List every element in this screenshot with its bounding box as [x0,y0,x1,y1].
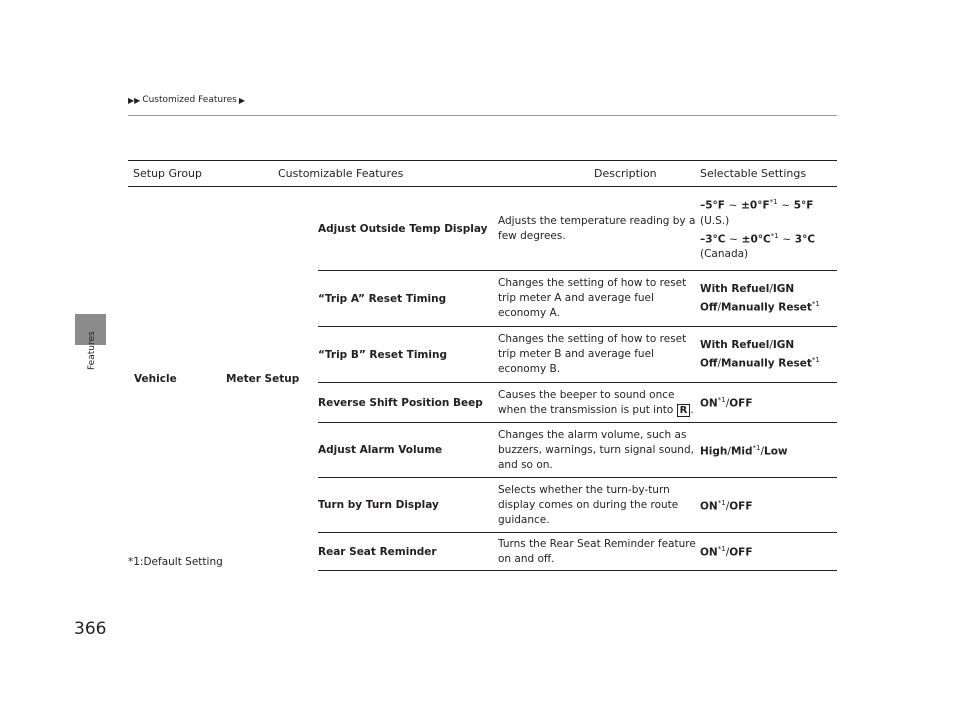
feature-name: Adjust Outside Temp Display [318,187,498,271]
feature-description: Changes the setting of how to reset trip meter A and average fuel economy A. [498,271,700,327]
feature-settings: –5°F ~ $\pm 0^\circ F^{*1}$ ~ 5°F (U.S.) –3°C ~ $\pm 0^\circ C^{*1}$ ~ 3°C (Canada) [700,187,837,271]
group-meter-setup: Meter Setup [226,372,300,385]
chapter-label: Features [87,331,97,370]
feature-description: Causes the beeper to sound once when the transmission is put into R . [498,383,700,423]
header-description: Description [498,161,700,187]
breadcrumb-arrow-icon: ▶▶ [128,95,141,105]
feature-description: Turns the Rear Seat Reminder feature on and off. [498,533,700,571]
feature-name: Rear Seat Reminder [318,533,498,571]
feature-settings: ON$^{*1}$/OFF [700,478,837,533]
page-number: 366 [74,619,107,639]
feature-name: Turn by Turn Display [318,478,498,533]
side-divider [105,0,106,722]
group-vehicle: Vehicle [134,372,177,385]
breadcrumb [128,95,245,105]
feature-name: Adjust Alarm Volume [318,423,498,478]
header-setup-group: Setup Group [128,161,226,187]
gear-r-icon: R [677,404,691,417]
feature-settings: ON$^{*1}$/OFF [700,383,837,423]
feature-settings: With Refuel/IGN Off/Manually Reset$^{*1}$ [700,327,837,383]
footnote: *1:Default Setting [128,556,223,568]
breadcrumb-label: Customized Features [142,95,237,105]
breadcrumb-arrow-icon: ▶ [238,95,245,105]
header-features: Customizable Features [226,161,498,187]
customization-table [128,160,837,571]
feature-description: Selects whether the turn-by-turn display comes on during the route guidance. [498,478,700,533]
table-header [128,161,837,187]
feature-name: Reverse Shift Position Beep [318,383,498,423]
table-row [128,187,837,271]
feature-description: Changes the alarm volume, such as buzzers, warnings, turn signal sound, and so on. [498,423,700,478]
header-rule [128,115,837,116]
feature-description: Adjusts the temperature reading by a few degrees. [498,187,700,271]
feature-description: Changes the setting of how to reset trip meter B and average fuel economy B. [498,327,700,383]
feature-settings: With Refuel/IGN Off/Manually Reset$^{*1}$ [700,271,837,327]
feature-settings: ON$^{*1}$/OFF [700,533,837,571]
feature-name: “Trip B” Reset Timing [318,327,498,383]
header-settings: Selectable Settings [700,161,837,187]
feature-settings: High/Mid$^{*1}$/Low [700,423,837,478]
feature-name: “Trip A” Reset Timing [318,271,498,327]
